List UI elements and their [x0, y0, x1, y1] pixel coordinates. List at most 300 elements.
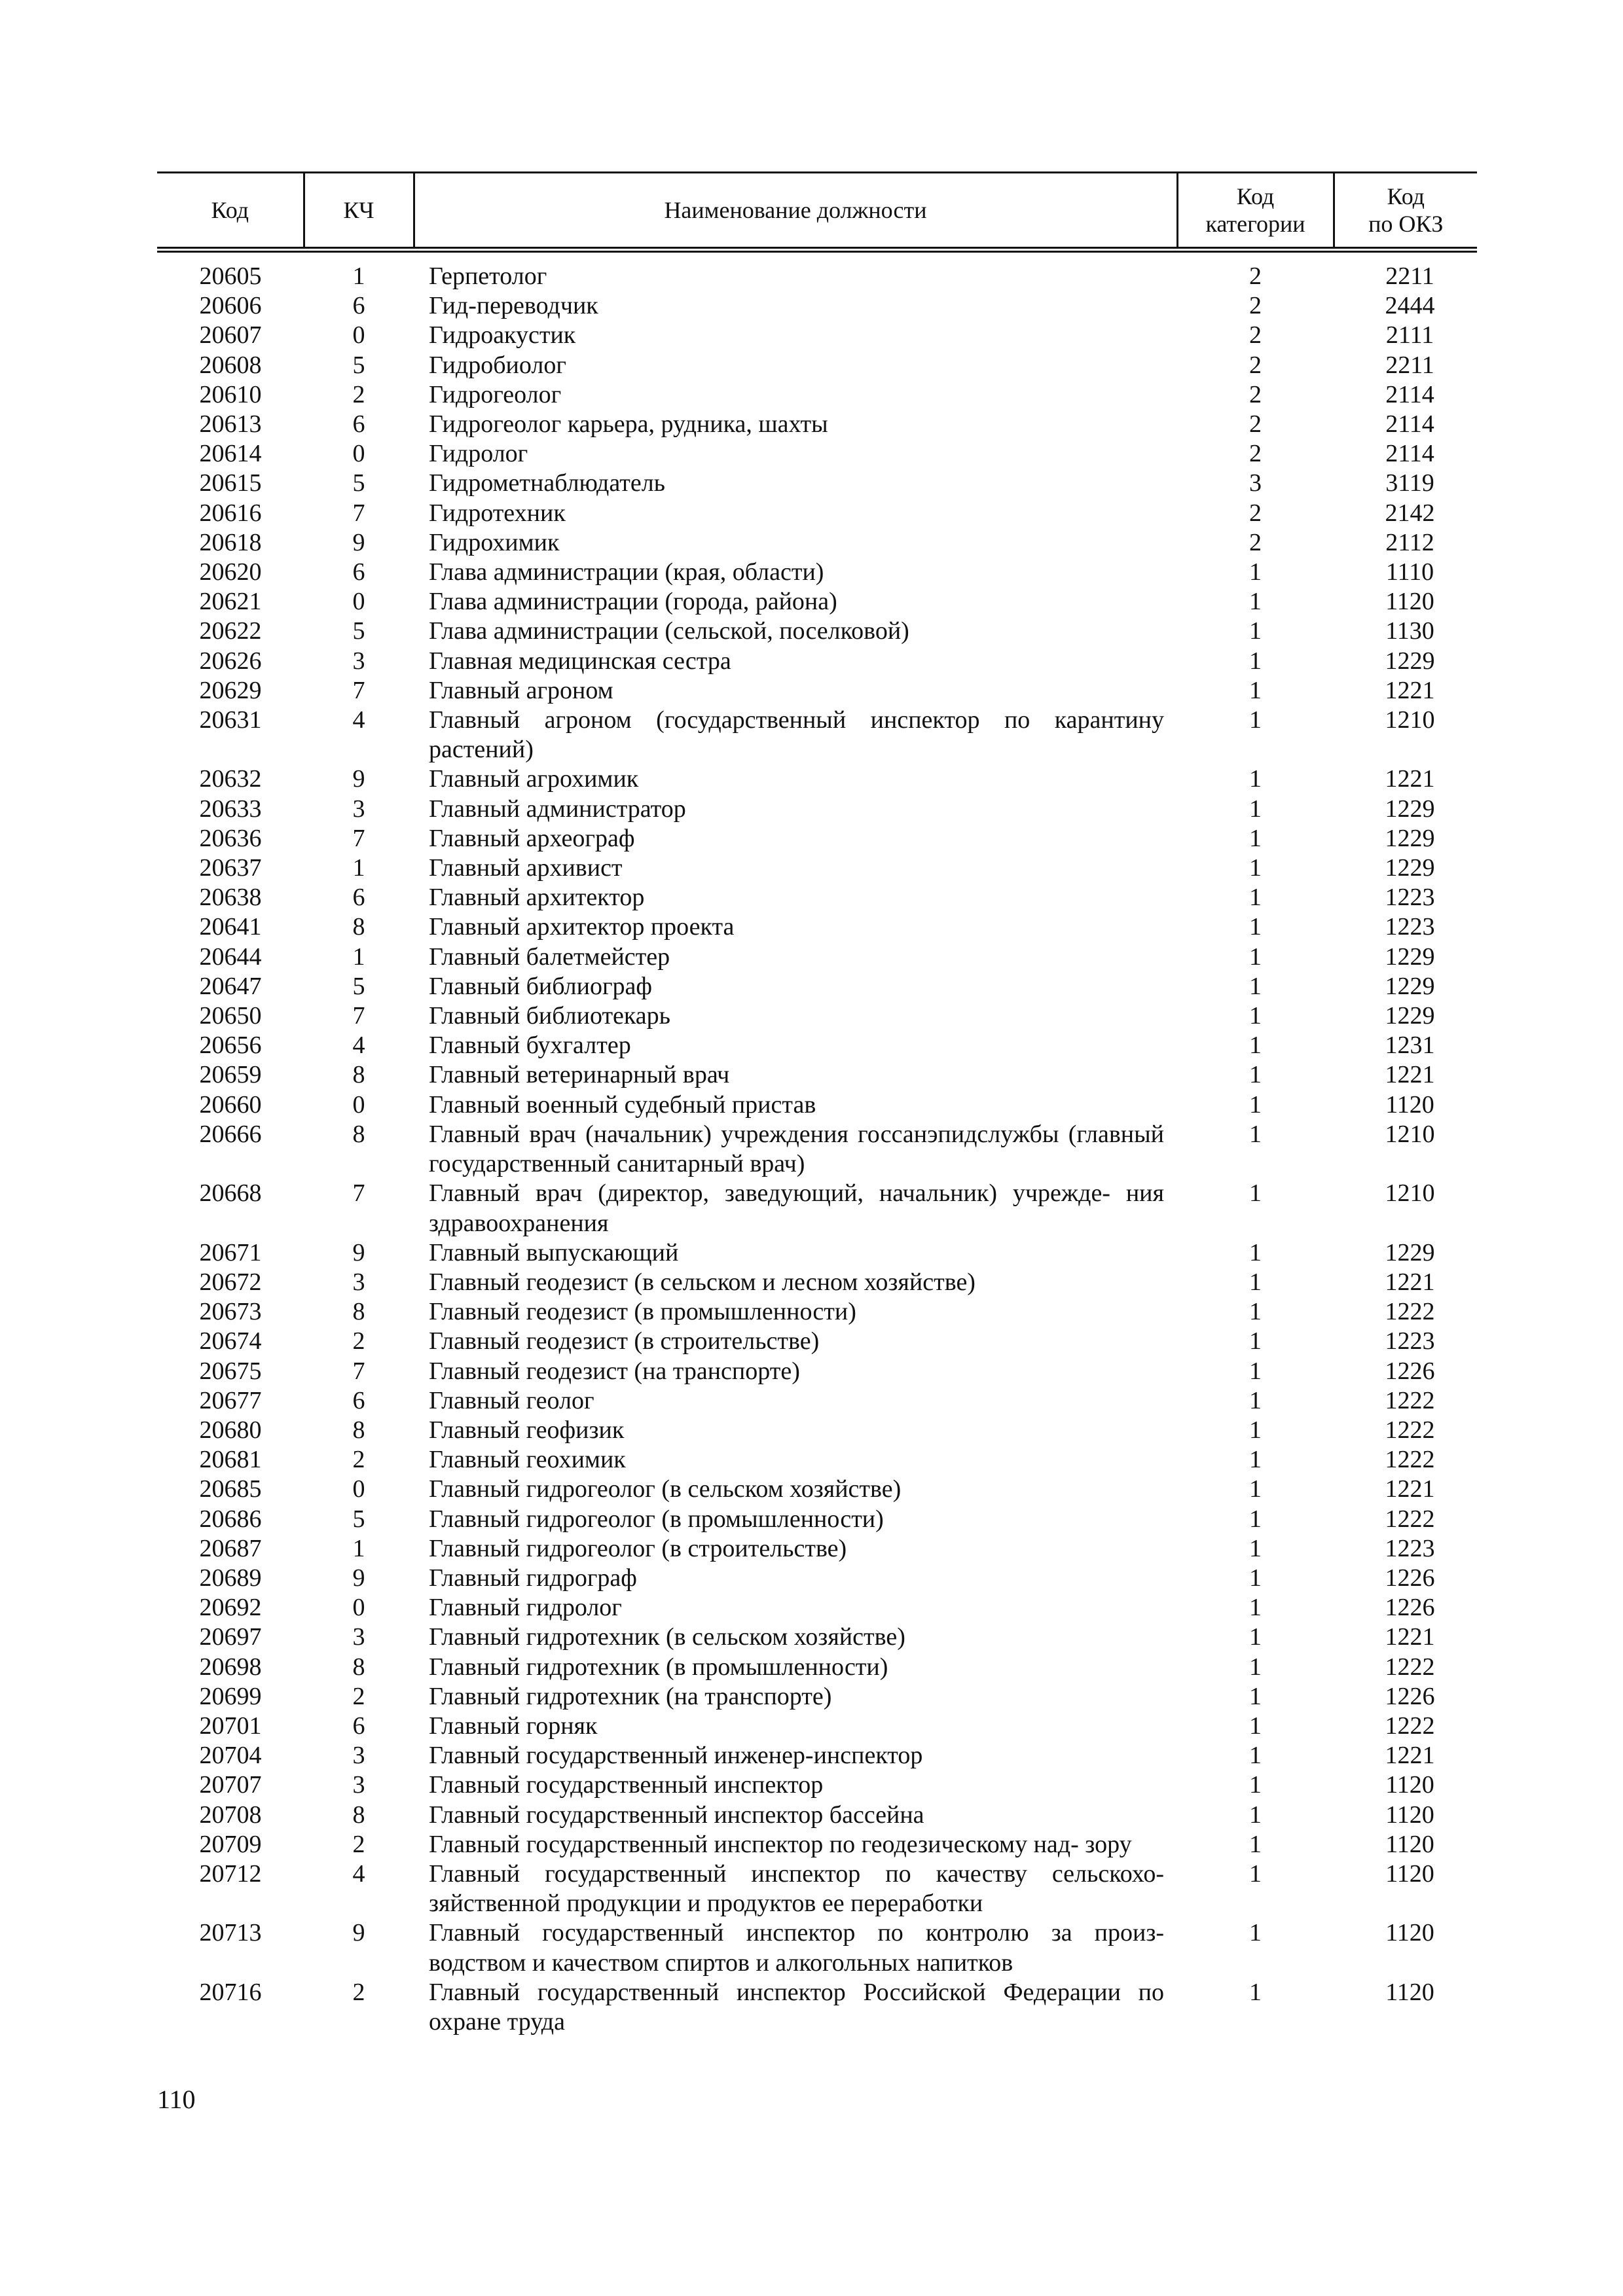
table-row [157, 1534, 1477, 1564]
table-row [157, 1830, 1477, 1859]
cell-okz: 1229 [1385, 1002, 1435, 1030]
header-okz [1334, 173, 1477, 250]
cell-category: 1 [1249, 1179, 1262, 1208]
cell-name: Главный библиотекарь [429, 1002, 670, 1030]
cell-code: 20607 [199, 321, 262, 350]
table-row [157, 972, 1477, 1001]
cell-okz: 1229 [1385, 942, 1435, 971]
cell-kch: 5 [352, 617, 365, 645]
cell-name: Главный гидротехник (на транспорте) [429, 1682, 832, 1710]
table-row [157, 764, 1477, 794]
cell-code: 20616 [199, 499, 262, 527]
cell-category: 2 [1249, 292, 1262, 320]
cell-code: 20621 [199, 588, 262, 616]
cell-name: Главный государственный инспектор по контролю за произ- водством и качеством спиртов и алкогольных напитков [429, 1919, 1164, 1977]
cell-category: 1 [1249, 1327, 1262, 1355]
cell-category: 1 [1249, 558, 1262, 586]
cell-kch: 2 [352, 1682, 365, 1710]
table-row [157, 1978, 1477, 2037]
cell-code: 20629 [199, 676, 262, 704]
cell-name: Главный бухгалтер [429, 1031, 631, 1060]
cell-code: 20680 [199, 1416, 262, 1444]
table-row [157, 1179, 1477, 1238]
cell-category: 1 [1249, 647, 1262, 675]
header-kch: КЧ [304, 173, 414, 250]
cell-code: 20613 [199, 410, 262, 439]
table-row [157, 676, 1477, 706]
cell-category: 2 [1249, 410, 1262, 439]
table-row [157, 1416, 1477, 1445]
cell-category: 1 [1249, 1505, 1262, 1533]
cell-code: 20666 [199, 1120, 262, 1148]
cell-code: 20605 [199, 262, 262, 290]
cell-kch: 0 [352, 588, 365, 616]
table-row [157, 499, 1477, 528]
cell-okz: 1223 [1385, 1534, 1435, 1562]
cell-kch: 4 [352, 706, 365, 734]
cell-okz: 1222 [1385, 1653, 1435, 1681]
table-row [157, 912, 1477, 942]
cell-kch: 3 [352, 647, 365, 675]
positions-table [157, 171, 1477, 2037]
table-row [157, 587, 1477, 617]
cell-category: 1 [1249, 972, 1262, 1000]
cell-kch: 5 [352, 351, 365, 379]
table-row [157, 291, 1477, 321]
cell-name: Главный гидрогеолог (в промышленности) [429, 1505, 884, 1533]
cell-category: 1 [1249, 1978, 1262, 2006]
table-row [157, 706, 1477, 764]
table-row [157, 439, 1477, 469]
cell-category: 2 [1249, 380, 1262, 408]
cell-code: 20707 [199, 1771, 262, 1799]
cell-kch: 0 [352, 321, 365, 350]
cell-okz: 2114 [1385, 410, 1434, 439]
cell-name: Главный выпускающий [429, 1238, 679, 1266]
cell-category: 1 [1249, 942, 1262, 971]
table-row [157, 469, 1477, 498]
cell-name: Главный агроном (государственный инспектор по карантину растений) [429, 706, 1164, 764]
cell-okz: 2211 [1385, 351, 1434, 379]
cell-category: 1 [1249, 1298, 1262, 1326]
cell-category: 1 [1249, 1031, 1262, 1060]
cell-code: 20659 [199, 1061, 262, 1089]
cell-category: 1 [1249, 1238, 1262, 1266]
cell-category: 2 [1249, 351, 1262, 379]
table-row [157, 647, 1477, 676]
cell-category: 2 [1249, 321, 1262, 350]
cell-name: Главный гидротехник (в сельском хозяйстве) [429, 1623, 905, 1651]
cell-code: 20608 [199, 351, 262, 379]
cell-okz: 2142 [1385, 499, 1435, 527]
cell-name: Главный архивист [429, 854, 623, 882]
cell-category: 1 [1249, 706, 1262, 734]
cell-okz: 1120 [1385, 1801, 1434, 1829]
cell-name: Главный архитектор проекта [429, 913, 735, 941]
cell-kch: 9 [352, 1564, 365, 1592]
cell-category: 2 [1249, 262, 1262, 290]
cell-kch: 0 [352, 1594, 365, 1622]
cell-code: 20647 [199, 972, 262, 1000]
cell-name: Гидрогеолог карьера, рудника, шахты [429, 410, 828, 439]
table-row [157, 853, 1477, 883]
cell-okz: 1210 [1385, 1120, 1435, 1148]
cell-name: Главный геофизик [429, 1416, 625, 1444]
cell-kch: 8 [352, 1653, 365, 1681]
cell-category: 1 [1249, 617, 1262, 645]
cell-code: 20677 [199, 1386, 262, 1414]
cell-name: Главный геодезист (в промышленности) [429, 1298, 856, 1326]
cell-kch: 2 [352, 380, 365, 408]
cell-category: 1 [1249, 1801, 1262, 1829]
cell-category: 1 [1249, 1771, 1262, 1799]
table-row [157, 558, 1477, 587]
cell-name: Гидротехник [429, 499, 566, 527]
cell-category: 1 [1249, 1594, 1262, 1622]
cell-name: Гид-переводчик [429, 292, 598, 320]
cell-code: 20712 [199, 1859, 262, 1888]
cell-category: 1 [1249, 765, 1262, 793]
cell-okz: 1221 [1385, 1061, 1435, 1089]
table-row [157, 1060, 1477, 1090]
cell-okz: 1120 [1385, 1830, 1434, 1858]
cell-name: Главный геолог [429, 1386, 594, 1414]
cell-category: 1 [1249, 1859, 1262, 1888]
cell-okz: 1221 [1385, 1742, 1435, 1770]
cell-okz: 1110 [1385, 558, 1434, 586]
cell-okz: 1229 [1385, 795, 1435, 823]
table-row [157, 617, 1477, 646]
cell-kch: 6 [352, 1386, 365, 1414]
cell-okz: 1222 [1385, 1446, 1435, 1474]
table-row [157, 1653, 1477, 1682]
cell-kch: 5 [352, 1505, 365, 1533]
cell-name: Глава администрации (города, района) [429, 588, 837, 616]
cell-kch: 8 [352, 1416, 365, 1444]
cell-code: 20713 [199, 1919, 262, 1947]
cell-okz: 1229 [1385, 824, 1435, 852]
cell-okz: 1120 [1385, 1859, 1434, 1888]
cell-category: 3 [1249, 469, 1262, 497]
cell-code: 20637 [199, 854, 262, 882]
cell-okz: 1130 [1385, 617, 1434, 645]
cell-okz: 2444 [1385, 292, 1435, 320]
table-row [157, 1741, 1477, 1770]
cell-okz: 1120 [1385, 1090, 1434, 1119]
cell-category: 1 [1249, 795, 1262, 823]
cell-code: 20701 [199, 1712, 262, 1740]
cell-code: 20656 [199, 1031, 262, 1060]
cell-code: 20636 [199, 824, 262, 852]
cell-category: 1 [1249, 854, 1262, 882]
cell-code: 20671 [199, 1238, 262, 1266]
cell-name: Главный военный судебный пристав [429, 1090, 816, 1119]
table-row [157, 1001, 1477, 1031]
cell-name: Главный археограф [429, 824, 635, 852]
cell-name: Глава администрации (края, области) [429, 558, 824, 586]
cell-okz: 1222 [1385, 1712, 1435, 1740]
cell-kch: 1 [352, 942, 365, 971]
cell-name: Главный гидролог [429, 1594, 622, 1622]
cell-code: 20618 [199, 528, 262, 556]
table-row [157, 1859, 1477, 1918]
cell-okz: 1221 [1385, 1475, 1435, 1503]
table-row [157, 351, 1477, 380]
cell-name: Главный ветеринарный врач [429, 1061, 730, 1089]
table-row [157, 942, 1477, 972]
cell-okz: 1226 [1385, 1357, 1435, 1385]
cell-code: 20615 [199, 469, 262, 497]
cell-code: 20704 [199, 1742, 262, 1770]
cell-kch: 2 [352, 1830, 365, 1858]
table-header [157, 173, 1477, 250]
cell-category: 1 [1249, 1742, 1262, 1770]
cell-category: 1 [1249, 1268, 1262, 1296]
table-row [157, 1712, 1477, 1741]
cell-name: Главный государственный инженер-инспектор [429, 1742, 923, 1770]
cell-code: 20709 [199, 1830, 262, 1858]
header-category [1177, 173, 1334, 250]
cell-okz: 1120 [1385, 1771, 1434, 1799]
cell-category: 1 [1249, 1061, 1262, 1089]
cell-category: 1 [1249, 884, 1262, 912]
cell-okz: 1226 [1385, 1682, 1435, 1710]
cell-okz: 2111 [1385, 321, 1434, 350]
table-row [157, 1918, 1477, 1977]
cell-name: Главный гидрограф [429, 1564, 637, 1592]
cell-category: 2 [1249, 528, 1262, 556]
cell-category: 1 [1249, 1446, 1262, 1474]
table-row [157, 1505, 1477, 1534]
cell-code: 20633 [199, 795, 262, 823]
cell-okz: 1229 [1385, 647, 1435, 675]
cell-name: Главный врач (начальник) учреждения госсанэпидслужбы (главный государственный санитарный врач) [429, 1120, 1164, 1178]
cell-code: 20673 [199, 1298, 262, 1326]
cell-name: Гидроакустик [429, 321, 576, 350]
cell-kch: 9 [352, 1238, 365, 1266]
table-row [157, 250, 1477, 292]
cell-kch: 3 [352, 1771, 365, 1799]
cell-code: 20698 [199, 1653, 262, 1681]
cell-okz: 1222 [1385, 1298, 1435, 1326]
cell-code: 20632 [199, 765, 262, 793]
cell-okz: 1221 [1385, 1623, 1435, 1651]
cell-kch: 8 [352, 1801, 365, 1829]
cell-category: 1 [1249, 1386, 1262, 1414]
table-row [157, 1445, 1477, 1475]
cell-code: 20692 [199, 1594, 262, 1622]
cell-name: Главный государственный инспектор [429, 1771, 824, 1799]
cell-code: 20650 [199, 1002, 262, 1030]
cell-kch: 0 [352, 1090, 365, 1119]
cell-okz: 1120 [1385, 1978, 1434, 2006]
cell-okz: 2211 [1385, 262, 1434, 290]
cell-name: Главный государственный инспектор по качеству сельскохо- зяйственной продукции и продуктов ее переработки [429, 1859, 1164, 1918]
table-row [157, 1327, 1477, 1356]
header-name: Наименование должности [414, 173, 1177, 250]
cell-kch: 4 [352, 1859, 365, 1888]
cell-okz: 2114 [1385, 380, 1434, 408]
cell-name: Главный агрохимик [429, 765, 639, 793]
cell-kch: 2 [352, 1327, 365, 1355]
table-row [157, 883, 1477, 912]
cell-category: 1 [1249, 588, 1262, 616]
cell-okz: 1229 [1385, 1238, 1435, 1266]
cell-name: Главный государственный инспектор по геодезическому над- зору [429, 1830, 1132, 1858]
cell-code: 20626 [199, 647, 262, 675]
cell-okz: 1226 [1385, 1594, 1435, 1622]
cell-code: 20689 [199, 1564, 262, 1592]
cell-category: 1 [1249, 1564, 1262, 1592]
cell-name: Герпетолог [429, 262, 547, 290]
cell-okz: 1226 [1385, 1564, 1435, 1592]
cell-okz: 1210 [1385, 1179, 1435, 1208]
cell-kch: 7 [352, 824, 365, 852]
cell-kch: 9 [352, 528, 365, 556]
cell-code: 20681 [199, 1446, 262, 1474]
cell-code: 20708 [199, 1801, 262, 1829]
cell-okz: 1210 [1385, 706, 1435, 734]
cell-kch: 1 [352, 854, 365, 882]
cell-name: Гидробиолог [429, 351, 566, 379]
cell-name: Глава администрации (сельской, поселковой) [429, 617, 909, 645]
cell-code: 20660 [199, 1090, 262, 1119]
table-row [157, 410, 1477, 439]
cell-code: 20610 [199, 380, 262, 408]
cell-kch: 6 [352, 884, 365, 912]
cell-code: 20641 [199, 913, 262, 941]
cell-category: 1 [1249, 1830, 1262, 1858]
cell-code: 20685 [199, 1475, 262, 1503]
cell-kch: 5 [352, 972, 365, 1000]
cell-kch: 6 [352, 292, 365, 320]
cell-kch: 3 [352, 1742, 365, 1770]
cell-okz: 1229 [1385, 972, 1435, 1000]
table-row [157, 1564, 1477, 1593]
table-row [157, 1120, 1477, 1179]
cell-kch: 0 [352, 1475, 365, 1503]
cell-code: 20686 [199, 1505, 262, 1533]
table-row [157, 528, 1477, 558]
table-row [157, 1297, 1477, 1327]
cell-name: Главный горняк [429, 1712, 598, 1740]
cell-name: Главный геохимик [429, 1446, 626, 1474]
cell-code: 20622 [199, 617, 262, 645]
header-category-line2: категории [1205, 211, 1305, 237]
table-row [157, 1801, 1477, 1830]
cell-kch: 8 [352, 1061, 365, 1089]
cell-category: 2 [1249, 499, 1262, 527]
cell-okz: 1222 [1385, 1416, 1435, 1444]
cell-name: Главный геодезист (в строительстве) [429, 1327, 820, 1355]
cell-name: Гидрогеолог [429, 380, 562, 408]
cell-name: Главный балетмейстер [429, 942, 670, 971]
cell-kch: 7 [352, 1357, 365, 1385]
cell-category: 1 [1249, 824, 1262, 852]
cell-okz: 1223 [1385, 884, 1435, 912]
cell-name: Главный врач (директор, заведующий, начальник) учрежде- ния здравоохранения [429, 1179, 1164, 1237]
cell-kch: 8 [352, 1298, 365, 1326]
cell-category: 1 [1249, 1357, 1262, 1385]
cell-category: 2 [1249, 440, 1262, 468]
cell-kch: 6 [352, 558, 365, 586]
cell-category: 1 [1249, 1002, 1262, 1030]
cell-kch: 7 [352, 676, 365, 704]
table-body [157, 250, 1477, 2037]
header-category-line1: Код [1236, 183, 1275, 209]
cell-name: Гидрометнаблюдатель [429, 469, 665, 497]
table-row [157, 795, 1477, 824]
cell-name: Гидролог [429, 440, 528, 468]
cell-kch: 9 [352, 765, 365, 793]
cell-kch: 2 [352, 1446, 365, 1474]
cell-kch: 2 [352, 1978, 365, 2006]
header-code: Код [157, 173, 304, 250]
cell-okz: 2114 [1385, 440, 1434, 468]
cell-kch: 8 [352, 1120, 365, 1148]
cell-name: Главная медицинская сестра [429, 647, 731, 675]
page-number: 110 [157, 2085, 196, 2114]
table-row [157, 1090, 1477, 1120]
cell-kch: 0 [352, 440, 365, 468]
cell-kch: 3 [352, 1623, 365, 1651]
table-row [157, 1593, 1477, 1623]
cell-name: Главный государственный инспектор бассейна [429, 1801, 924, 1829]
cell-category: 1 [1249, 1623, 1262, 1651]
cell-kch: 4 [352, 1031, 365, 1060]
table-row [157, 1770, 1477, 1800]
cell-okz: 1221 [1385, 1268, 1435, 1296]
table-row [157, 1031, 1477, 1060]
table-row [157, 1682, 1477, 1712]
cell-kch: 7 [352, 1002, 365, 1030]
cell-code: 20672 [199, 1268, 262, 1296]
cell-name: Главный архитектор [429, 884, 645, 912]
table-row [157, 1386, 1477, 1416]
cell-name: Главный государственный инспектор Российской Федерации по охране труда [429, 1978, 1164, 2036]
cell-name: Главный геодезист (в сельском и лесном хозяйстве) [429, 1268, 976, 1296]
cell-kch: 8 [352, 913, 365, 941]
cell-kch: 6 [352, 410, 365, 439]
cell-kch: 1 [352, 1534, 365, 1562]
table-row [157, 321, 1477, 350]
cell-okz: 1231 [1385, 1031, 1435, 1060]
cell-code: 20699 [199, 1682, 262, 1710]
cell-kch: 3 [352, 795, 365, 823]
cell-okz: 1222 [1385, 1386, 1435, 1414]
cell-category: 1 [1249, 1682, 1262, 1710]
cell-category: 1 [1249, 913, 1262, 941]
cell-code: 20674 [199, 1327, 262, 1355]
cell-okz: 1229 [1385, 854, 1435, 882]
cell-kch: 7 [352, 499, 365, 527]
cell-code: 20638 [199, 884, 262, 912]
cell-category: 1 [1249, 1090, 1262, 1119]
cell-category: 1 [1249, 1416, 1262, 1444]
cell-code: 20620 [199, 558, 262, 586]
cell-category: 1 [1249, 1653, 1262, 1681]
cell-okz: 3119 [1385, 469, 1434, 497]
table-row [157, 1475, 1477, 1504]
cell-okz: 1223 [1385, 913, 1435, 941]
header-okz-line1: Код [1387, 183, 1425, 209]
cell-okz: 1120 [1385, 1919, 1434, 1947]
cell-kch: 6 [352, 1712, 365, 1740]
cell-category: 1 [1249, 1475, 1262, 1503]
cell-name: Главный администратор [429, 795, 686, 823]
cell-category: 1 [1249, 1919, 1262, 1947]
cell-okz: 1222 [1385, 1505, 1435, 1533]
